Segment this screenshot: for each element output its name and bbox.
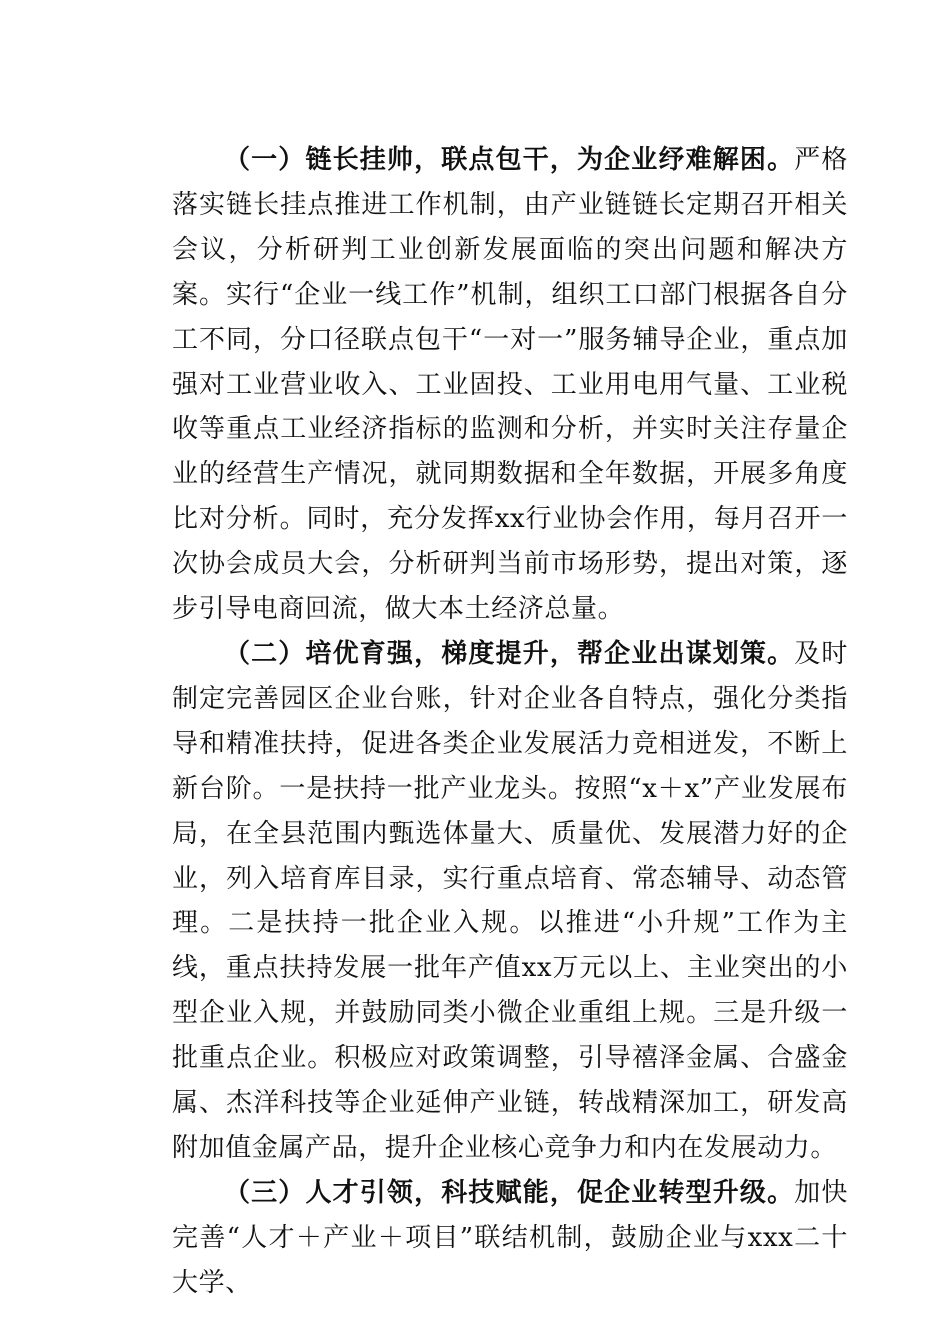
paragraph-1-heading: （一）链长挂帅，联点包干，为企业纾难解困。 xyxy=(224,145,795,175)
paragraph-2 xyxy=(172,632,848,1171)
paragraph-3-body: 加快完善“人才＋产业＋项目”联结机制，鼓励企业与xxx二十大学、 xyxy=(172,1177,848,1298)
document-body xyxy=(172,138,848,1306)
paragraph-3 xyxy=(172,1171,848,1306)
paragraph-2-heading: （二）培优育强，梯度提升，帮企业出谋划策。 xyxy=(224,638,795,669)
paragraph-1-body: 严格落实链长挂点推进工作机制，由产业链链长定期召开相关会议，分析研判工业创新发展面临的突出问题和解决方案。实行“企业一线工作”机制，组织工口部门根据各自分工不同，分口径联点包干“一对一”服务辅导企业，重点加强对工业营业收入、工业固投、工业用电用气量、工业税收等重点工业经济指标的监测和分析，并实时关注存量企业的经营生产情况，就同期数据和全年数据，开展多角度比对分析。同时，充分发挥xx行业协会作用，每月召开一次协会成员大会，分析研判当前市场形势，提出对策，逐步引导电商回流，做大本土经济总量。 xyxy=(172,145,848,625)
paragraph-1 xyxy=(172,138,848,632)
paragraph-3-heading: （三）人才引领，科技赋能，促企业转型升级。 xyxy=(224,1177,795,1208)
paragraph-2-body: 及时制定完善园区企业台账，针对企业各自特点，强化分类指导和精准扶持，促进各类企业发展活力竞相迸发，不断上新台阶。一是扶持一批产业龙头。按照“x＋x”产业发展布局，在全县范围内甄选体量大、质量优、发展潜力好的企业，列入培育库目录，实行重点培育、常态辅导、动态管理。二是扶持一批企业入规。以推进“小升规”工作为主线，重点扶持发展一批年产值xx万元以上、主业突出的小型企业入规，并鼓励同类小微企业重组上规。三是升级一批重点企业。积极应对政策调整，引导禧泽金属、合盛金属、杰洋科技等企业延伸产业链，转战精深加工，研发高附加值金属产品，提升企业核心竞争力和内在发展动力。 xyxy=(172,638,848,1163)
